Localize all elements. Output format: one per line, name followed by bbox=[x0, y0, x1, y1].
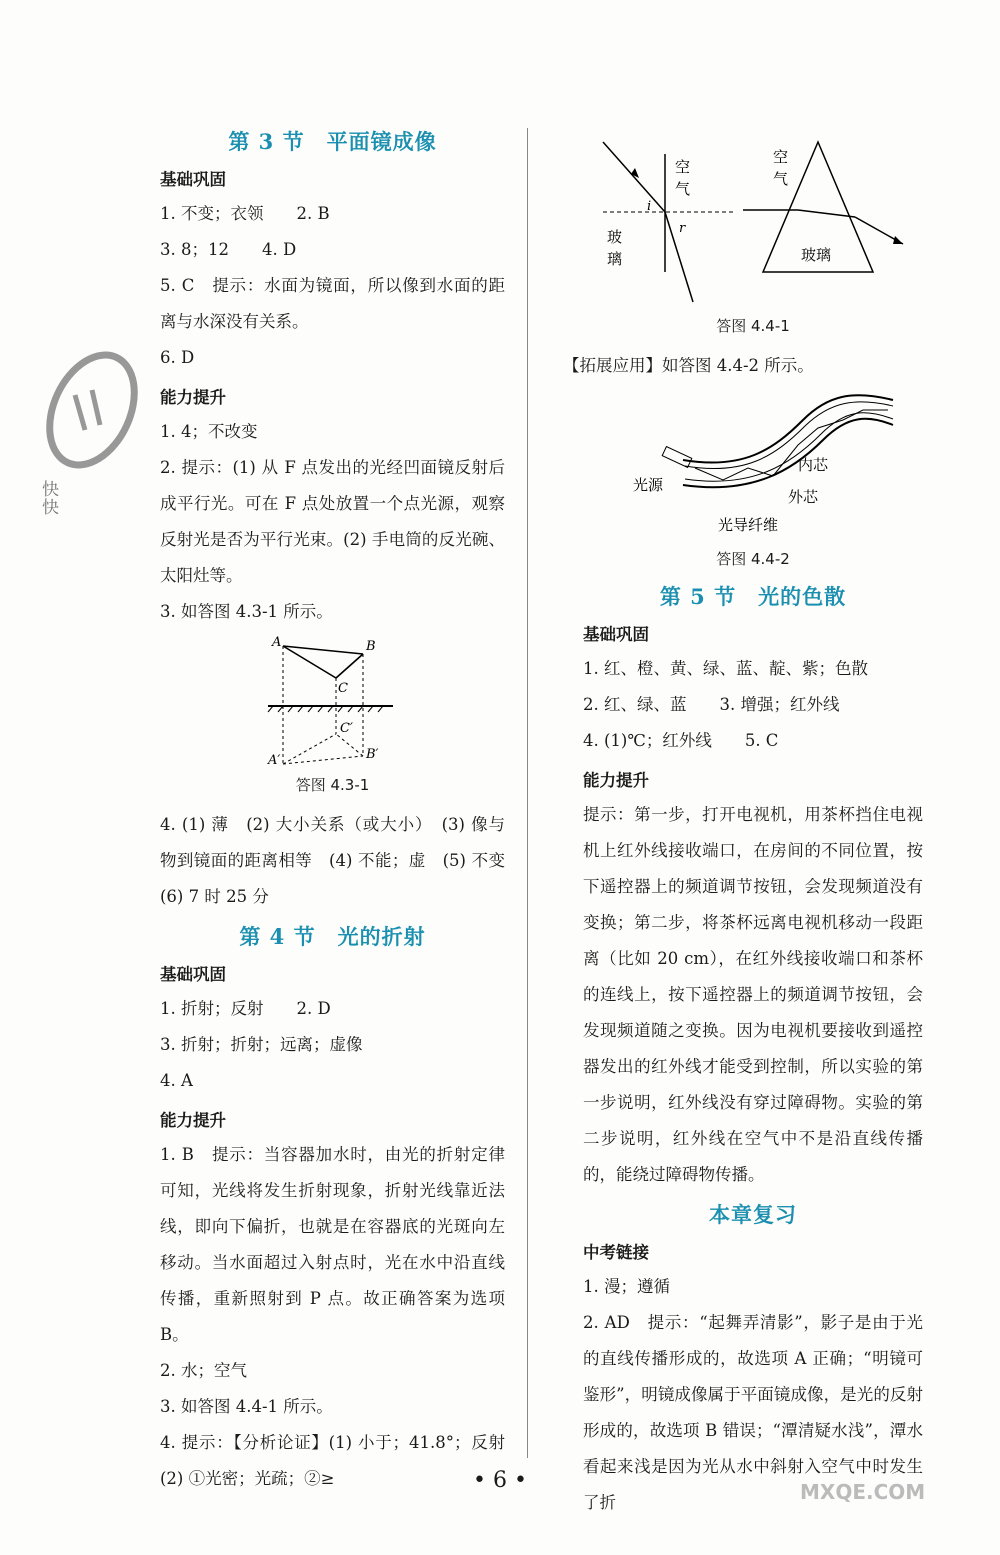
answer-line: 3. 如答图 4.3-1 所示。 bbox=[160, 602, 333, 621]
label-inner-core: 内芯 bbox=[798, 456, 829, 474]
answer-line: 2. 提示：(1) 从 F 点发出的光经凹面镜反射后成平行光。可在 F 点处放置一个点光源，观察反射光是否为平行光束。(2) 手电筒的反光碗、太阳灶等。 bbox=[160, 458, 505, 585]
figure-caption: 答图 4.4-1 bbox=[716, 317, 790, 335]
column-divider bbox=[527, 128, 528, 1458]
point-label: B′ bbox=[365, 747, 379, 762]
figure-caption: 答图 4.4-2 bbox=[716, 550, 790, 568]
answer-paragraph: 提示：第一步，打开电视机，用茶杯挡住电视机上红外线接收端口，在房间的不同位置，按下遥控器上的频道调节按钮，会发现频道没有变换；第二步，将茶杯远离电视机移动一段距离（比如 20 cm），在红外线接收端口和茶杯的连线上，按下遥控器上的频道调节按钮，会发现频道随之变换。因为电视机要接收到遥控器发出的红外线才能受到控制，所以实验的第一步说明，红外线没有穿过障碍物。实验的第二步说明，红外线在空气中不是沿直线传播的，能绕过障碍物传播。 bbox=[583, 805, 923, 1184]
point-label: C bbox=[337, 681, 348, 696]
point-label: A bbox=[271, 636, 281, 650]
section-3-title: 第 3 节 平面镜成像 bbox=[228, 129, 437, 154]
left-column bbox=[160, 120, 522, 1497]
point-label: A′ bbox=[267, 753, 280, 766]
answer-line: 6. D bbox=[160, 348, 195, 367]
subheading: 中考链接 bbox=[583, 1243, 649, 1262]
subheading: 能力提升 bbox=[160, 388, 226, 407]
subheading: 能力提升 bbox=[583, 771, 649, 790]
answer-line: 2. 水；空气 bbox=[160, 1361, 247, 1380]
answer-line: 1. B 提示：当容器加水时，由光的折射定律可知，光线将发生折射现象，折射光线靠近法线，即向下偏折，也就是在容器底的光斑向左移动。当水面超过入射点时，光在水中沿直线传播，重新照射到 P 点。故正确答案为选项 B。 bbox=[160, 1145, 505, 1344]
answer-line: 【拓展应用】如答图 4.4-2 所示。 bbox=[563, 356, 814, 375]
answer-line: 4. 提示：【分析论证】(1) 小于；41.8°；反射 (2) ①光密；光疏；②≥ bbox=[160, 1433, 522, 1488]
answer-line: 1. 折射；反射 2. D bbox=[160, 999, 331, 1018]
answer-line: 3. 8；12 4. D bbox=[160, 240, 297, 259]
answer-line: 2. 红、绿、蓝 3. 增强；红外线 bbox=[583, 695, 840, 714]
figure-caption: 答图 4.3-1 bbox=[295, 776, 370, 794]
right-column bbox=[563, 132, 926, 1521]
watermark: MXQE.COM bbox=[800, 1480, 926, 1504]
subheading: 基础巩固 bbox=[583, 625, 649, 644]
answer-line: 2. AD 提示：“起舞弄清影”，影子是由于光的直线传播形成的，故选项 A 正确；“明镜可鉴形”，明镜成像属于平面镜成像，是光的反射形成的，故选项 B 错误；“潭清疑水浅”，潭水看起来浅是因为光从水中斜射入空气中时发生了折 bbox=[583, 1313, 923, 1512]
label-i: i bbox=[647, 199, 652, 214]
label-outer-core: 外芯 bbox=[788, 488, 819, 506]
subheading: 能力提升 bbox=[160, 1111, 226, 1130]
point-label: C′ bbox=[339, 721, 353, 736]
answer-line: 3. 折射；折射；远离；虚像 bbox=[160, 1035, 363, 1054]
answer-line: 1. 4；不改变 bbox=[160, 422, 258, 441]
label-light-source: 光源 bbox=[633, 476, 664, 494]
stamp-mark bbox=[30, 335, 150, 515]
answer-line: 4. (1) 薄 (2) 大小关系（或大小） (3) 像与物到镜面的距离相等 (4) 不能；虚 (5) 不变 (6) 7 时 25 分 bbox=[160, 815, 522, 906]
figure-4-4-1 bbox=[583, 132, 923, 311]
section-5-title: 第 5 节 光的色散 bbox=[659, 584, 847, 609]
answer-line: 5. C 提示：水面为镜面，所以像到水面的距离与水深没有关系。 bbox=[160, 276, 505, 331]
answer-line: 1. 漫；遵循 bbox=[583, 1277, 670, 1296]
section-4-title: 第 4 节 光的折射 bbox=[239, 924, 426, 949]
figure-4-4-2 bbox=[583, 390, 923, 544]
label-air: 空 bbox=[675, 158, 691, 176]
answer-line: 1. 红、橙、黄、绿、蓝、靛、紫；色散 bbox=[583, 659, 868, 678]
label-air-prism: 空 bbox=[773, 148, 789, 166]
label-optical-fiber: 光导纤维 bbox=[718, 516, 779, 534]
page-number: • 6 • bbox=[473, 1468, 527, 1493]
subheading: 基础巩固 bbox=[160, 965, 226, 984]
figure-4-3-1 bbox=[160, 636, 505, 770]
label-glass: 玻 bbox=[607, 228, 623, 246]
subheading: 基础巩固 bbox=[160, 170, 226, 189]
answer-line: 4. A bbox=[160, 1071, 193, 1090]
answer-line: 4. (1)℃；红外线 5. C bbox=[583, 731, 779, 750]
point-label: B bbox=[365, 639, 376, 654]
svg-text:快: 快 bbox=[42, 498, 59, 515]
answer-line: 3. 如答图 4.4-1 所示。 bbox=[160, 1397, 333, 1416]
label-air-2: 气 bbox=[675, 180, 691, 198]
svg-text:快: 快 bbox=[42, 480, 59, 500]
answer-line: 1. 不变；衣领 2. B bbox=[160, 204, 330, 223]
label-glass-prism: 玻璃 bbox=[801, 246, 832, 264]
review-title: 本章复习 bbox=[709, 1202, 797, 1227]
label-r: r bbox=[679, 221, 686, 236]
label-air-prism-2: 气 bbox=[773, 170, 789, 188]
label-glass-2: 璃 bbox=[607, 250, 623, 268]
